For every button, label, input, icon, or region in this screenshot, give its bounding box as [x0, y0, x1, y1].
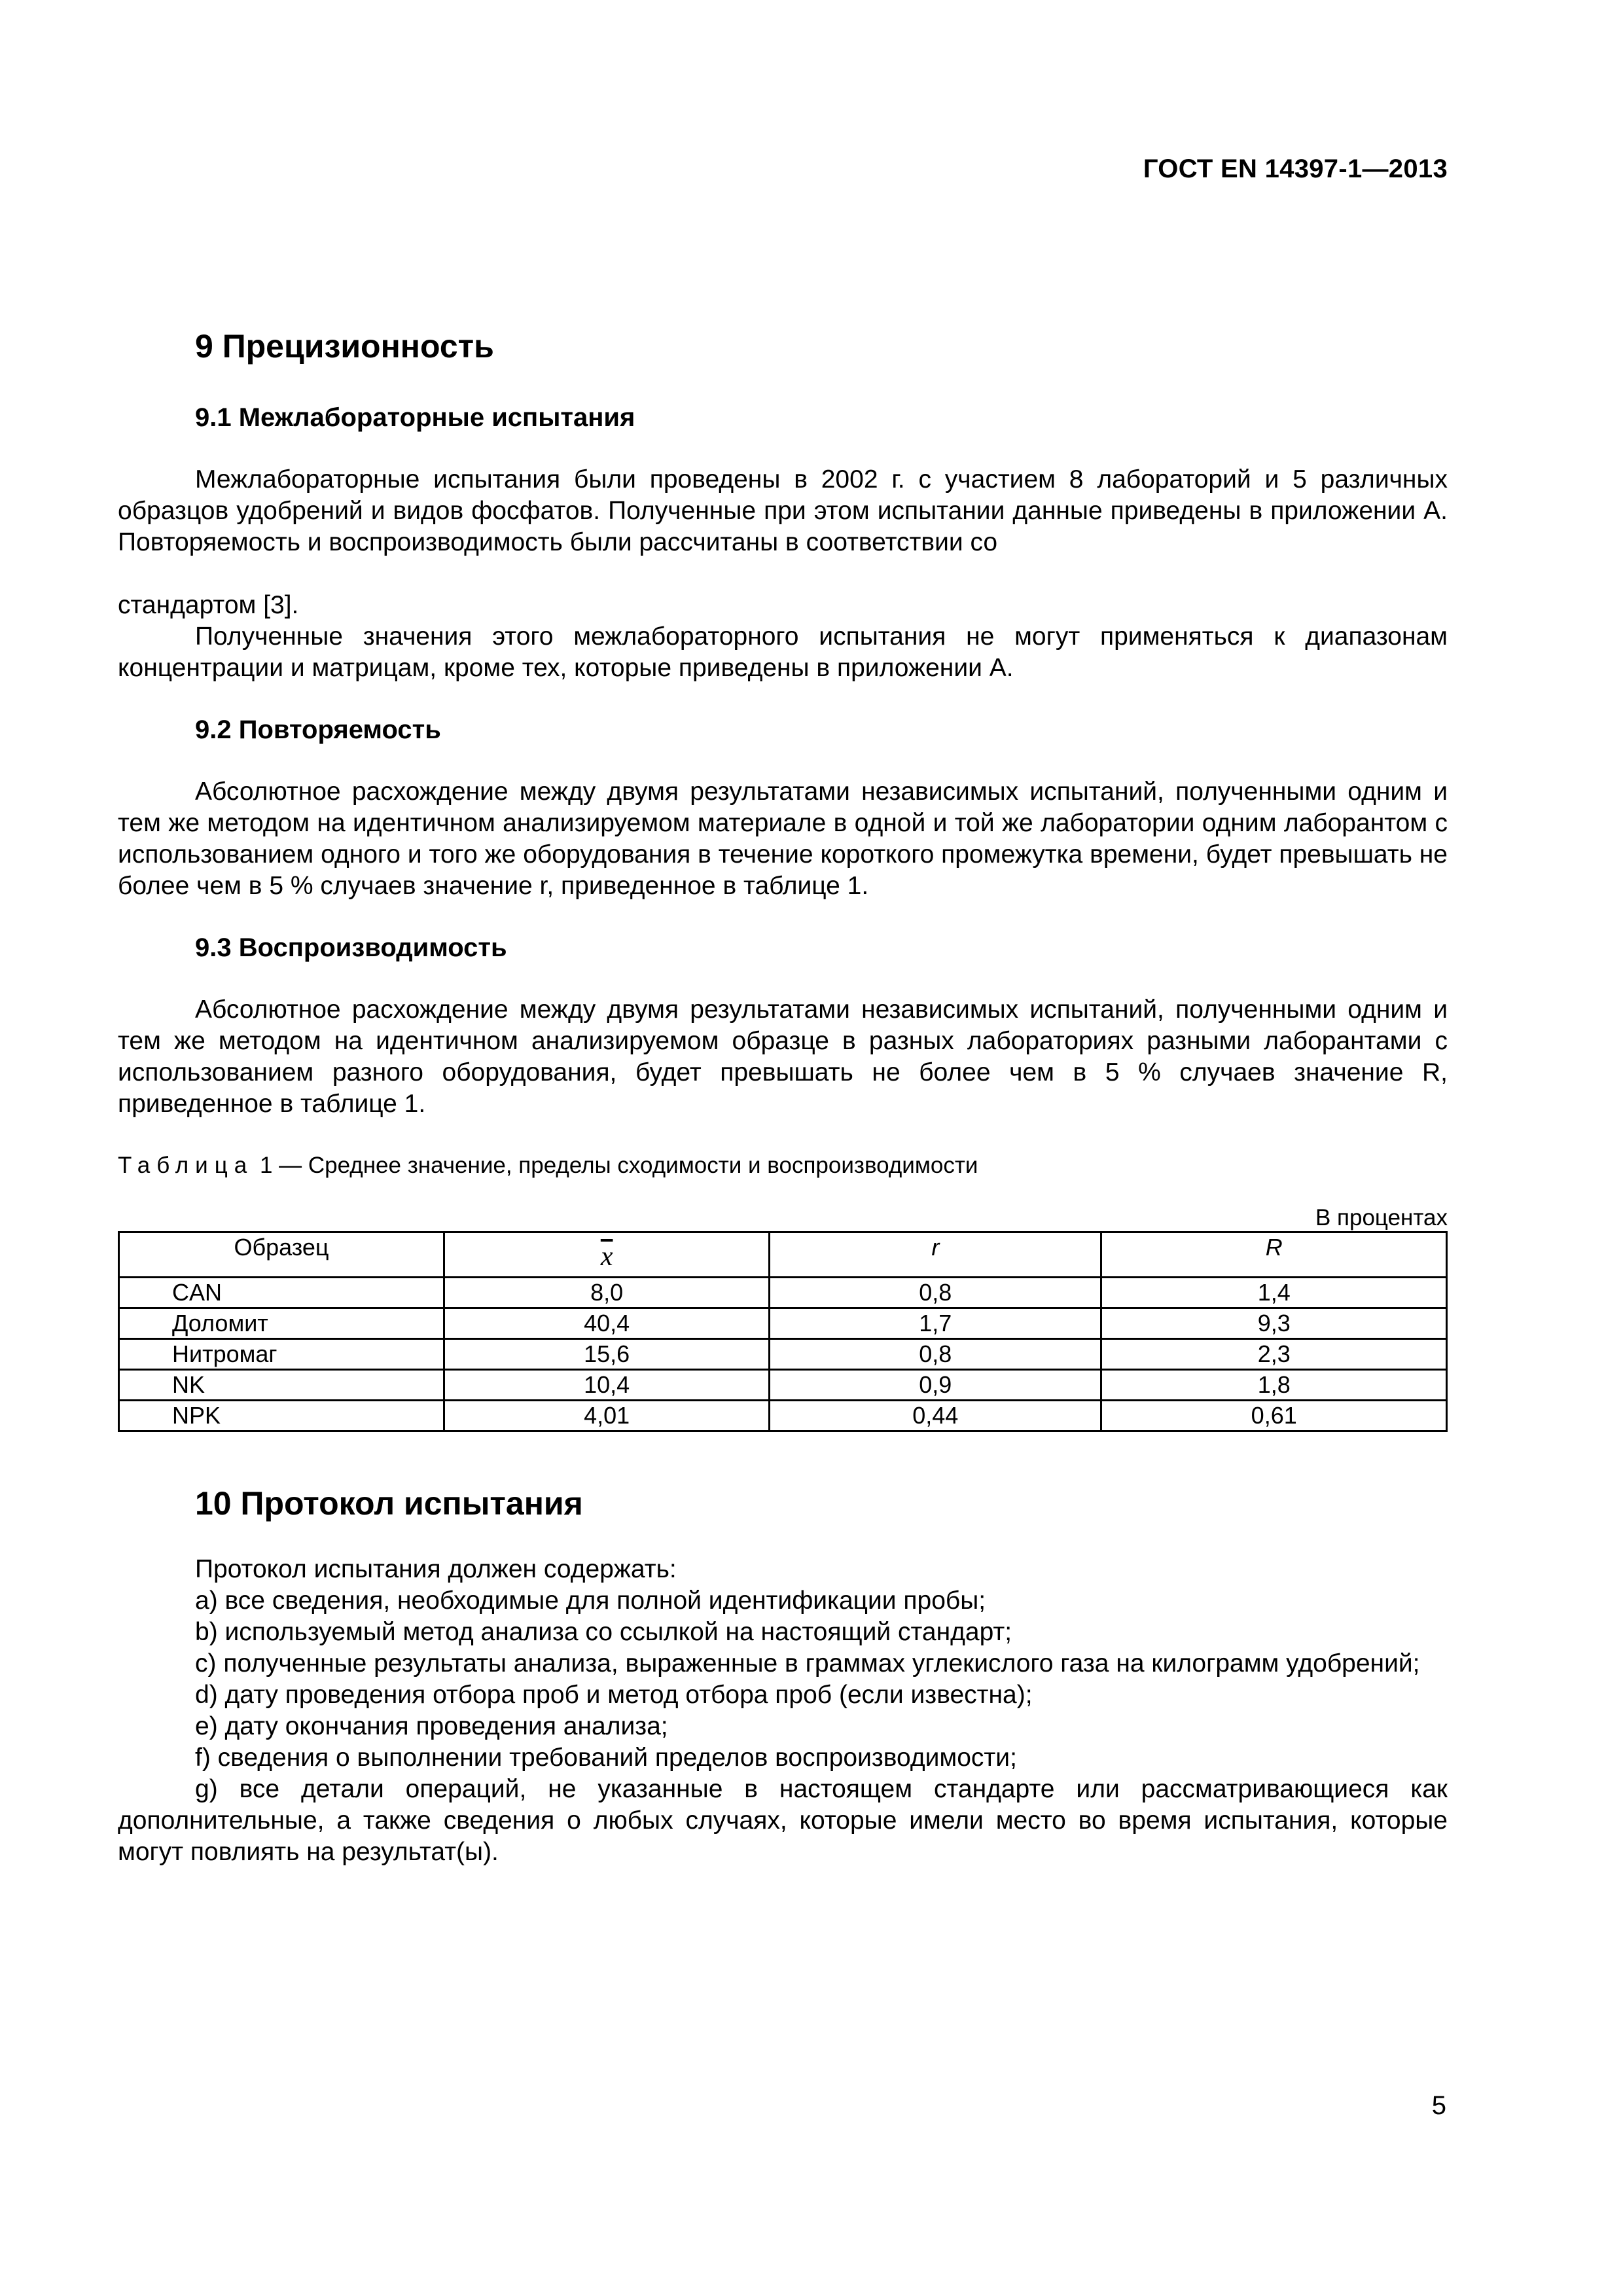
section-10-intro: Протокол испытания должен содержать:: [195, 1555, 677, 1583]
section-9-1-paragraph-1-end: стандартом [3].: [118, 591, 299, 619]
page-content: [118, 327, 1448, 1868]
table-row: [119, 1278, 1447, 1308]
cell-r: 1,7: [770, 1308, 1101, 1339]
cell-r: 0,8: [770, 1278, 1101, 1308]
cell-mean: 8,0: [444, 1278, 770, 1308]
cell-sample: Нитромаг: [119, 1339, 444, 1370]
table-header-row: [119, 1232, 1447, 1278]
table-row: [119, 1308, 1447, 1339]
cell-r: 0,9: [770, 1370, 1101, 1401]
table-caption: [118, 1153, 1448, 1179]
table-caption-label: Таблица: [118, 1153, 254, 1178]
cell-mean: 15,6: [444, 1339, 770, 1370]
section-9-1-paragraph-1: Межлабораторные испытания были проведены в 2002 г. с участием 8 лабораторий и 5 различных образцов удобрений и видов фосфатов. Полученные при этом испытании данные приведены в приложении А. Повторяемость и воспроизводимость были рассчитаны в соответствии со: [118, 465, 1448, 556]
section-9-3-title: 9.3 Воспроизводимость: [195, 933, 507, 962]
cell-sample: NPK: [119, 1401, 444, 1431]
cell-r: 0,44: [770, 1401, 1101, 1431]
protocol-item-d: d) дату проведения отбора проб и метод отбора проб (если известна);: [195, 1681, 1033, 1709]
cell-sample: Доломит: [119, 1308, 444, 1339]
protocol-item-b: b) используемый метод анализа со ссылкой на настоящий стандарт;: [195, 1618, 1012, 1646]
cell-r: 0,8: [770, 1339, 1101, 1370]
header-mean: [444, 1232, 770, 1278]
cell-mean: 40,4: [444, 1308, 770, 1339]
section-9-1-title: 9.1 Межлабораторные испытания: [195, 403, 635, 432]
section-9-3-paragraph: Абсолютное расхождение между двумя результатами независимых испытаний, полученными одним и тем же методом на идентичном анализируемом образце в разных лабораториях разными лаборантами с использованием разного оборудования, будет превышать не более чем в 5 % случаев значение R, приведенное в таблице 1.: [118, 996, 1448, 1118]
cell-R: 1,8: [1101, 1370, 1447, 1401]
cell-R: 1,4: [1101, 1278, 1447, 1308]
cell-sample: CAN: [119, 1278, 444, 1308]
section-9-title: 9 Прецизионность: [195, 328, 494, 365]
page-number: 5: [1431, 2091, 1446, 2120]
section-9-2-title: 9.2 Повторяемость: [195, 715, 441, 744]
standard-designation: ГОСТ EN 14397-1—2013: [1143, 154, 1448, 183]
protocol-item-a: a) все сведения, необходимые для полной идентификации пробы;: [195, 1587, 986, 1615]
x-bar-symbol: $\overline{x}$: [600, 1242, 613, 1272]
section-10-title: 10 Протокол испытания: [195, 1485, 583, 1522]
cell-mean: 10,4: [444, 1370, 770, 1401]
header-sample: Образец: [119, 1232, 444, 1278]
protocol-item-f: f) сведения о выполнении требований пределов воспроизводимости;: [195, 1744, 1017, 1772]
section-9-1-paragraph-2: Полученные значения этого межлабораторного испытания не могут применяться к диапазонам концентрации и матрицам, кроме тех, которые приведены в приложении А.: [118, 622, 1448, 682]
section-9-2-paragraph: Абсолютное расхождение между двумя результатами независимых испытаний, полученными одним и тем же методом на идентичном анализируемом материале в одной и той же лаборатории одним лаборантом с использованием одного и того же оборудования в течение короткого промежутка времени, будет превышать не более чем в 5 % случаев значение r, приведенное в таблице 1.: [118, 778, 1448, 900]
table-unit: В процентах: [1315, 1205, 1448, 1230]
cell-R: 9,3: [1101, 1308, 1447, 1339]
table-caption-text: 1 — Среднее значение, пределы сходимости и воспроизводимости: [253, 1153, 978, 1178]
table-row: [119, 1370, 1447, 1401]
header-reproducibility: R: [1101, 1232, 1447, 1278]
precision-table: [118, 1231, 1448, 1432]
protocol-item-e: e) дату окончания проведения анализа;: [195, 1712, 668, 1740]
table-row: [119, 1401, 1447, 1431]
header-repeatability: r: [770, 1232, 1101, 1278]
table-row: [119, 1339, 1447, 1370]
protocol-item-c: c) полученные результаты анализа, выраженные в граммах углекислого газа на килограмм удобрений;: [195, 1649, 1420, 1677]
cell-R: 0,61: [1101, 1401, 1447, 1431]
cell-sample: NK: [119, 1370, 444, 1401]
protocol-item-g: g) все детали операций, не указанные в настоящем стандарте или рассматривающиеся как дополнительные, а также сведения о любых случаях, которые имели место во время испытания, которые могут повлиять на результат(ы).: [118, 1775, 1448, 1866]
cell-mean: 4,01: [444, 1401, 770, 1431]
cell-R: 2,3: [1101, 1339, 1447, 1370]
